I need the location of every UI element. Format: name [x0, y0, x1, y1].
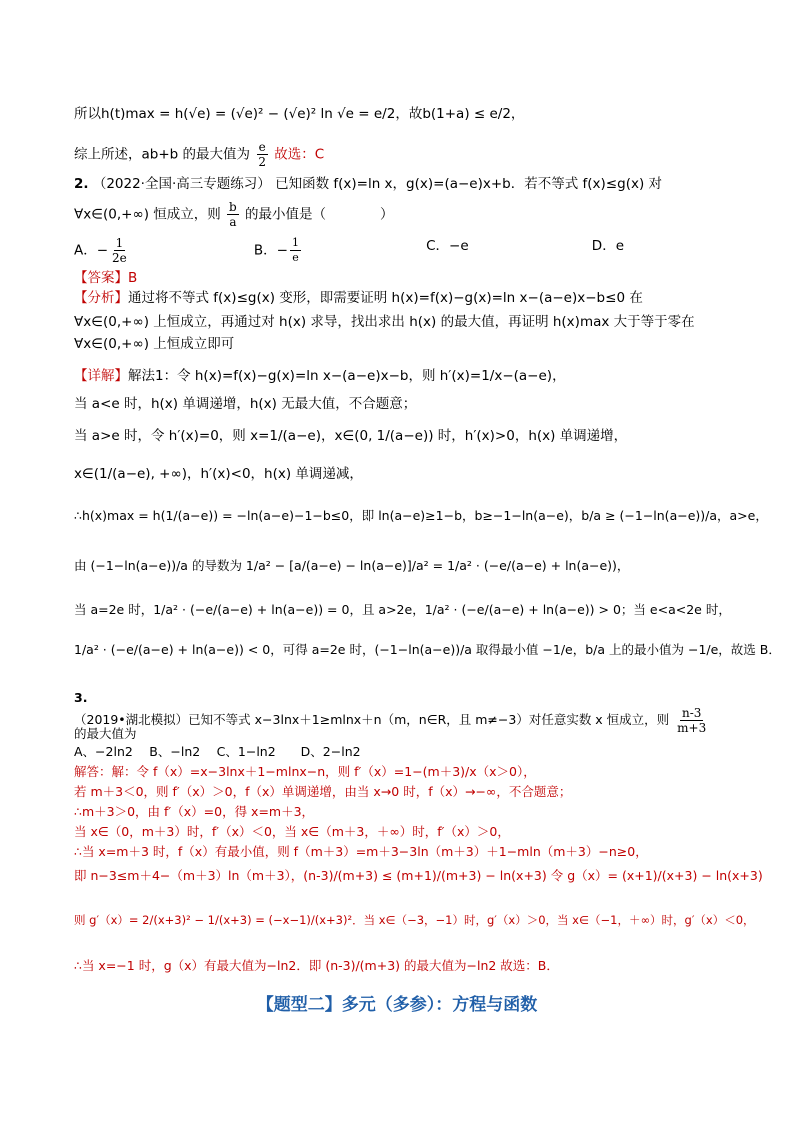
- q2-detail-6: 由 (−1−ln(a−e))/a 的导数为 1/a² − [a/(a−e) − ln(a−e)]/a² = 1/a² · (−e/(a−e) + ln(a−e))，: [74, 558, 630, 573]
- q2-source: （2022·全国·高三专题练习）: [92, 176, 271, 192]
- fraction-n3-over-m3: $\frac{n-3}{m+3}$: [677, 706, 707, 735]
- q2-detail-5: ∴h(x)max = h(1/(a−e)) = −ln(a−e)−1−b≤0，即 ln(a−e)≥1−b，b≥−1−ln(a−e)，b/a ≥ (−1−ln(a−e))/a，a>e，: [74, 508, 768, 523]
- analysis-tag: 【分析】: [74, 290, 128, 306]
- q2-option-a: A．− $\frac{1}{2e}$: [74, 236, 127, 265]
- q3-solution-5: ∴当 x=m＋3 时，f（x）有最小值，则 f（m＋3）=m＋3−3ln（m＋3）＋1−mln（m＋3）−n≥0，: [74, 844, 648, 859]
- q3-number: 3.: [74, 690, 88, 705]
- q2-detail-3: 当 a>e 时，令 h′(x)=0，则 x=1/(a−e)，x∈(0, 1/(a−e)) 时，h′(x)>0，h(x) 单调递增，: [74, 428, 628, 444]
- q2-detail-4: x∈(1/(a−e), +∞)，h′(x)<0，h(x) 单调递减，: [74, 466, 363, 482]
- detail-tag: 【详解】: [74, 368, 128, 384]
- q2-option-c: C．−e: [426, 238, 469, 254]
- q3-stem-line-1: [74, 688, 87, 708]
- q3-stem-text: （2019•湖北模拟）已知不等式 x−3lnx＋1≥mlnx＋n（m，n∈R，且 m≠−3）对任意实数 x 恒成立，则: [74, 712, 670, 727]
- q3-solution-6: 即 n−3≤m＋4−（m＋3）ln（m＋3），(n-3)/(m+3) ≤ (m+1)/(m+3) − ln(x+3) 令 g（x）= (x+1)/(x+3) − ln(x+3): [74, 868, 763, 883]
- carryover-answer: 故选：C: [274, 146, 325, 163]
- q2-analysis-3: ∀x∈(0,+∞) 上恒成立即可: [74, 336, 235, 352]
- q3-solution-8: ∴当 x=−1 时，g（x）有最大值为−ln2．即 (n-3)/(m+3) 的最大值为−ln2 故选：B．: [74, 958, 559, 973]
- q3-solution-2: 若 m＋3＜0，则 f′（x）＞0，f（x）单调递增，由当 x→0 时，f（x）→−∞，不合题意；: [74, 784, 572, 799]
- q2-number: 2.: [74, 176, 89, 192]
- q3-stem-line-2: [74, 706, 710, 735]
- q2-answer: 【答案】B: [74, 270, 138, 286]
- q2-analysis-1: [74, 288, 643, 308]
- carryover-text: 综上所述，ab+b 的最大值为: [74, 146, 251, 163]
- carryover-line-2: [74, 140, 324, 169]
- q2-option-d: D．e: [591, 238, 624, 254]
- q3-solution-3: ∴m＋3＞0，由 f′（x）=0，得 x=m＋3，: [74, 804, 315, 819]
- section-heading: 【题型二】多元（多参）：方程与函数: [256, 995, 538, 1015]
- q2-option-b: B．− $\frac{1}{e}$: [253, 236, 299, 264]
- q2-options: [74, 236, 734, 265]
- q2-stem: 已知函数 f(x)=ln x，g(x)=(a−e)x+b．若不等式 f(x)≤g(x) 对: [275, 176, 663, 192]
- carryover-line-1: 所以h(t)max = h(√e) = (√e)² − (√e)² ln √e = e/2，故b(1+a) ≤ e/2，: [74, 106, 525, 122]
- q2-detail-8: 1/a² · (−e/(a−e) + ln(a−e)) < 0，可得 a=2e 时，(−1−ln(a−e))/a 取得最小值 −1/e，b/a 上的最小值为 −1/e，故选 B．: [74, 642, 781, 657]
- q3-options: A、−2ln2 B、−ln2 C、1−ln2 D、2−ln2: [74, 744, 361, 759]
- fraction-b-over-a: $\frac{b}{a}$: [229, 200, 237, 229]
- q3-solution-7: 则 g′（x）= 2/(x+3)² − 1/(x+3) = (−x−1)/(x+3)²．当 x∈（−3，−1）时，g′（x）＞0，当 x∈（−1，＋∞）时，g′（x）＜0，: [74, 913, 755, 927]
- fraction-e-over-2: $\frac{e}{2}$: [258, 140, 266, 169]
- q2-stem-line-1: [74, 174, 662, 194]
- q2-stem-part-a: ∀x∈(0,+∞) 恒成立，则: [74, 206, 221, 223]
- q2-stem-line-2: [74, 200, 394, 229]
- q2-detail-7: 当 a=2e 时，1/a² · (−e/(a−e) + ln(a−e)) = 0，且 a>2e，1/a² · (−e/(a−e) + ln(a−e)) > 0；当 e<a<2e 时，: [74, 602, 731, 617]
- q2-analysis-2: ∀x∈(0,+∞) 上恒成立，再通过对 h(x) 求导，找出求出 h(x) 的最大值，再证明 h(x)max 大于等于零在: [74, 314, 695, 330]
- q3-stem-line-3: 的最大值为: [74, 726, 137, 741]
- q2-stem-part-b: 的最小值是（ ）: [245, 206, 394, 223]
- q3-solution-4: 当 x∈（0，m＋3）时，f′（x）＜0，当 x∈（m＋3，＋∞）时，f′（x）＞0，: [74, 824, 510, 839]
- detail-text-1: 解法1：令 h(x)=f(x)−g(x)=ln x−(a−e)x−b，则 h′(x)=1/x−(a−e)，: [128, 368, 566, 384]
- q3-solution-1: 解答：解：令 f（x）=x−3lnx＋1−mlnx−n，则 f′（x）=1−(m＋3)/x（x＞0），: [74, 764, 536, 779]
- analysis-text-1: 通过将不等式 f(x)≤g(x) 变形，即需要证明 h(x)=f(x)−g(x)=ln x−(a−e)x−b≤0 在: [128, 290, 643, 306]
- q2-detail-1: [74, 366, 566, 386]
- q2-detail-2: 当 a<e 时，h(x) 单调递增，h(x) 无最大值，不合题意；: [74, 396, 417, 412]
